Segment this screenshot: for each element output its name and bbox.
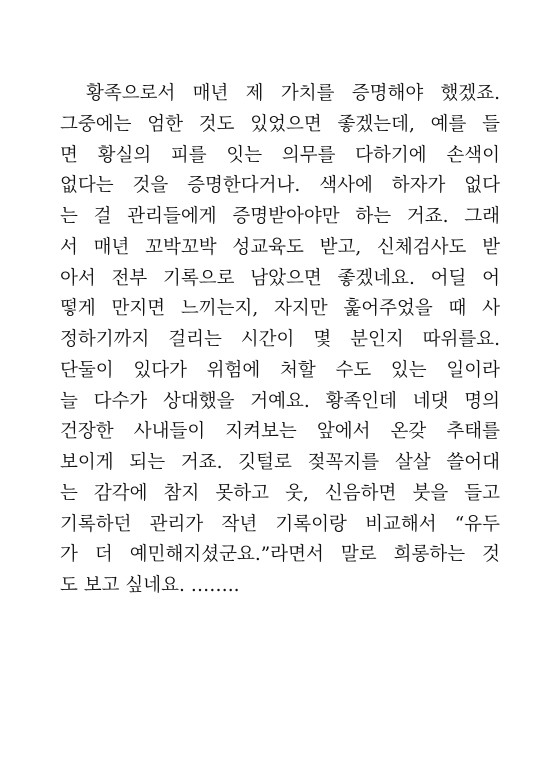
text-line: 는 걸 관리들에게 증명받아야만 하는 거죠. 그래 (60, 206, 500, 227)
text-line: 보이게 되는 거죠. 깃털로 젖꼭지를 살살 쓸어대 (60, 452, 500, 473)
text-line: 건장한 사내들이 지켜보는 앞에서 온갖 추태를 (60, 421, 500, 443)
text-line: 가 더 예민해지셨군요.”라면서 말로 희롱하는 것 (60, 544, 500, 566)
text-line: 아서 전부 기록으로 남았으면 좋겠네요. 어딜 어 (60, 267, 500, 289)
text-line: 늘 다수가 상대했을 거예요. 황족인데 네댓 명의 (60, 390, 500, 412)
text-line: 는 감각에 참지 못하고 웃, 신음하면 붓을 들고 (60, 482, 500, 504)
text-line: 떻게 만지면 느끼는지, 자지만 훑어주었을 때 사 (60, 298, 500, 320)
body-paragraph (60, 79, 500, 602)
text-line: 서 매년 꼬박꼬박 성교육도 받고, 신체검사도 받 (60, 236, 500, 258)
text-line: 도 보고 싶네요. …….. (60, 575, 240, 596)
text-line: 단둘이 있다가 위험에 처할 수도 있는 일이라 (60, 359, 500, 381)
text-line: 정하기까지 걸리는 시간이 몇 분인지 따위를요. (60, 329, 500, 350)
text-line: 그중에는 엄한 것도 있었으면 좋겠는데, 예를 들 (60, 113, 500, 135)
text-line: 황족으로서 매년 제 가치를 증명해야 했겠죠. (86, 83, 500, 104)
text-line: 없다는 것을 증명한다거나. 색사에 하자가 없다 (60, 175, 500, 197)
text-line: 면 황실의 피를 잇는 의무를 다하기에 손색이 (60, 144, 500, 166)
text-line: 기록하던 관리가 작년 기록이랑 비교해서 “유두 (60, 513, 500, 535)
